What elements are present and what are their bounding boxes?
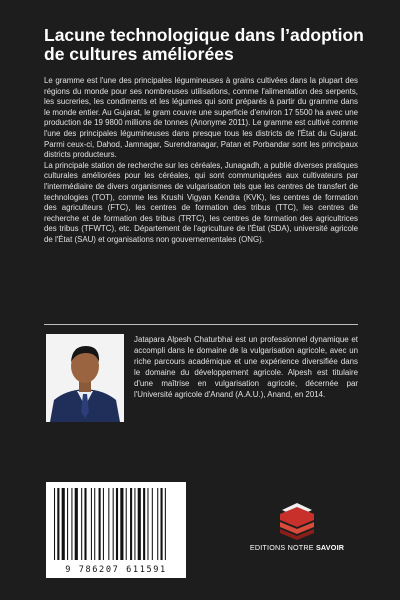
barcode-bar [147,488,148,560]
barcode-bar [84,488,86,560]
barcode-bar [116,488,118,560]
barcode-bar [62,488,65,560]
barcode-bar [99,488,101,560]
barcode-bar [108,488,109,560]
barcode-bar [75,488,78,560]
description-paragraph-1: Le gramme est l'une des principales légumineuses à grains cultivées dans la plupart des régions du monde pour ses nombreuses utilisations, comme l'alimentation des serpents, les sucreries, les condiments et les légumes qui sont préparés à partir du gramme dans le monde entier. Au Gujarat, le gram couvre une superficie d'environ 17 5500 ha avec une production de 19 9800 millions de tonnes (Anonyme 2011). Le gramme est cultivé comme l'une des principales légumineuses dans presque tous les districts de l'État du Gujarat. Parmi ceux-ci, Dahod, Jamnagar, Surendranagar, Patan et Porbandar sont les principaux districts producteurs. [44,76,358,160]
author-portrait-icon [46,334,124,422]
barcode-bar [143,488,145,560]
barcode-bar [157,488,158,560]
barcode-bar [138,488,141,560]
back-cover-title: Lacune technologique dans l’adoption de cultures améliorées [44,25,364,64]
barcode-digits: 9 786207 611591 [65,565,167,575]
publisher-name-suffix: SAVOIR [315,543,345,552]
barcode-bar [67,488,68,560]
isbn-barcode [46,482,186,578]
author-bio: Jatapara Alpesh Chaturbhai est un professionnel dynamique et accompli dans le domaine de la vulgarisation agricole, avec un riche parcours académique et une expérience diversifiée dans le domaine du développement agricole. Alpesh est titulaire d'une maîtrise en vulgarisation agricole, décernée par l'Université agricole d'Anand (A.A.U.), Anand, en 2014. [134,335,358,399]
publisher-name-prefix: EDITIONS NOTRE [249,543,314,552]
barcode-bar [57,488,59,560]
section-divider [44,324,358,325]
barcode-bar [165,488,166,560]
barcode-bar [120,488,123,560]
author-photo [46,334,124,422]
stacked-books-logo-icon [244,500,350,540]
barcode-bar [152,488,153,560]
barcode-bar [134,488,135,560]
barcode-bar [103,488,104,560]
barcode-bar [161,488,163,560]
description-paragraph-2: La principale station de recherche sur les céréales, Junagadh, a publié diverses pratiques culturales améliorées pour les céréales, qui sont communiquées aux cultivateurs par l'intermédiaire de divers organismes de vulgarisation tels que les centres de transfert de technologies (TOT), comme les Krushi Vigyan Kendra (KVK), les centres de formation des agriculteurs (FTC), les centres de formation des tribus (TTC), les centres de recherche et de formation des tribus (TRTC), les centres de formation des agricultrices des tribus (TFWTC), etc. Département de l'agriculture de l'État (SDA), université agricole de l'État (SAU) et organisations non gouvernementales (ONG). [44,160,358,244]
barcode-bar [130,488,132,560]
publisher-logo-block [244,500,350,560]
barcode-bar [91,488,92,560]
barcode-bar [113,488,114,560]
barcode-bar [81,488,82,560]
description-text [44,76,358,246]
barcode-bar [71,488,72,560]
barcode-bar [94,488,95,560]
barcode-bars [46,482,186,564]
publisher-name [244,543,350,552]
barcode-bar [54,488,55,560]
barcode-bar [126,488,127,560]
